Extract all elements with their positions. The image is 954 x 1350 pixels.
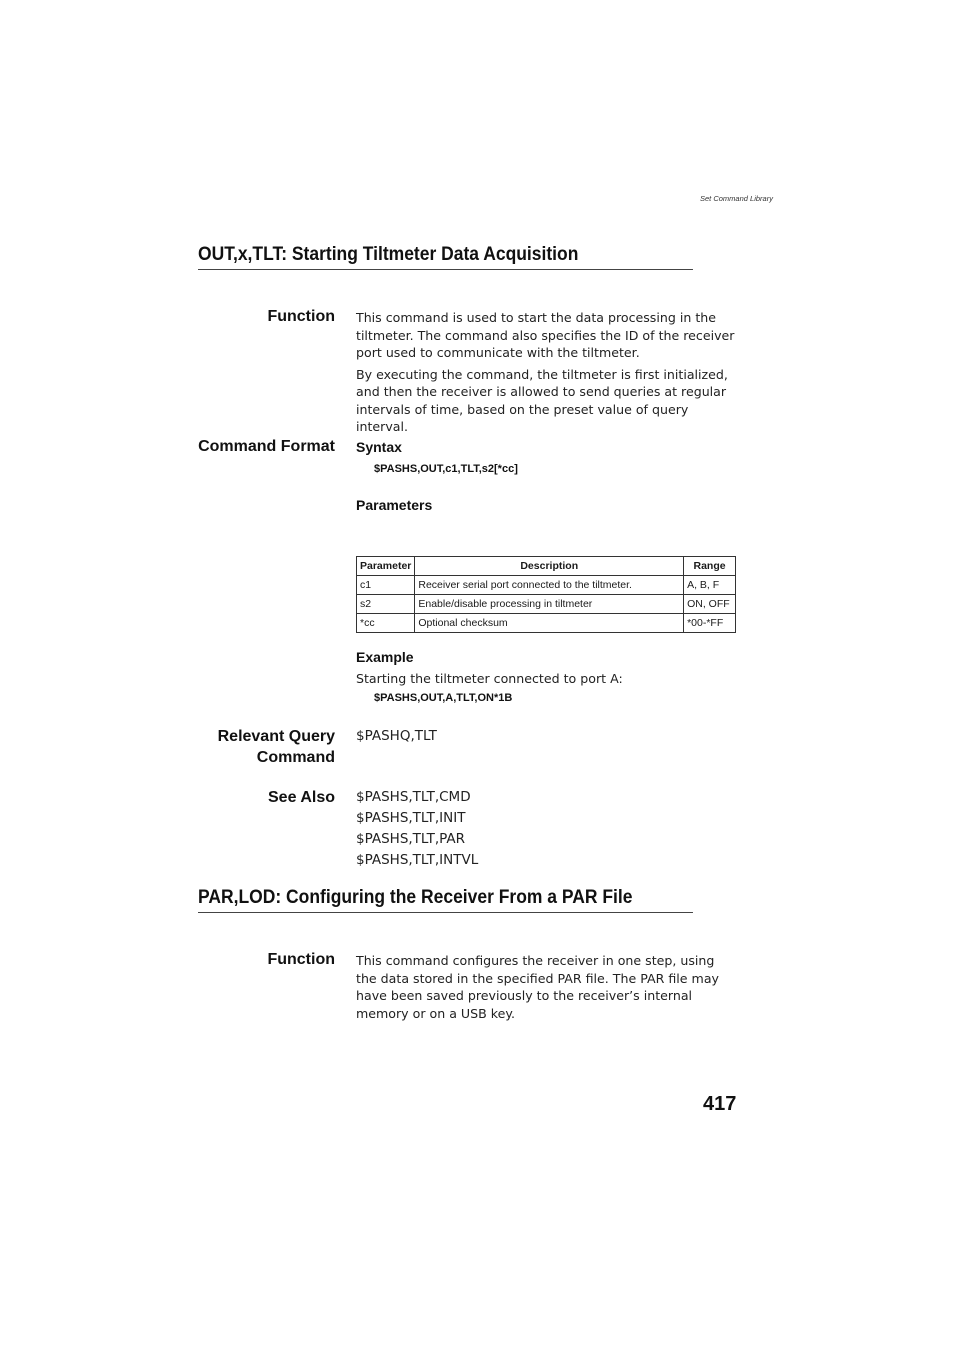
function-paragraph-1: This command is used to start the data processing in the tiltmeter. The command also specifies the ID of the receiver port used to communicate with the tiltmeter. <box>356 310 735 360</box>
table-row <box>357 576 736 595</box>
relevant-query-label-line2: Command <box>256 749 335 766</box>
example-heading: Example <box>356 649 414 665</box>
page-number: 417 <box>703 1093 737 1115</box>
see-also-list <box>356 787 738 871</box>
table-cell: c1 <box>357 576 415 595</box>
relevant-query-label-line1: Relevant Query <box>217 728 335 745</box>
running-header: Set Command Library <box>700 194 773 203</box>
function-description <box>356 309 738 440</box>
syntax-code: $PASHS,OUT,c1,TLT,s2[*cc] <box>374 463 518 475</box>
see-also-item: $PASHS,TLT,INTVL <box>356 852 479 868</box>
see-also-item: $PASHS,TLT,PAR <box>356 831 466 847</box>
table-header-range: Range <box>684 557 736 576</box>
relevant-query-label <box>198 726 335 768</box>
see-also-item: $PASHS,TLT,CMD <box>356 789 471 805</box>
relevant-query-value: $PASHQ,TLT <box>356 728 437 744</box>
table-cell: *cc <box>357 614 415 633</box>
table-header-description: Description <box>415 557 684 576</box>
table-cell: s2 <box>357 595 415 614</box>
table-cell: Receiver serial port connected to the tiltmeter. <box>415 576 684 595</box>
see-also-item: $PASHS,TLT,INIT <box>356 810 466 826</box>
function-paragraph-2: By executing the command, the tiltmeter is first initialized, and then the receiver is allowed to send queries at regular intervals of time, based on the preset value of query interval. <box>356 366 728 434</box>
table-cell: ON, OFF <box>684 595 736 614</box>
function-paragraph: This command configures the receiver in one step, using the data stored in the specified PAR file. The PAR file may have been saved previously to the receiver’s internal memory or on a USB key. <box>356 953 719 1021</box>
function-description-2 <box>356 952 738 1026</box>
command-format-label: Command Format <box>198 438 335 455</box>
table-row <box>357 614 736 633</box>
example-text: Starting the tiltmeter connected to port A: <box>356 671 623 686</box>
table-header-parameter: Parameter <box>357 557 415 576</box>
table-cell: Optional checksum <box>415 614 684 633</box>
parameters-table <box>356 556 736 633</box>
syntax-heading: Syntax <box>356 439 402 455</box>
function-label-2: Function <box>267 951 335 968</box>
see-also-label: See Also <box>268 789 335 806</box>
function-label: Function <box>267 308 335 325</box>
table-header-row <box>357 557 736 576</box>
table-cell: A, B, F <box>684 576 736 595</box>
table-cell: *00-*FF <box>684 614 736 633</box>
example-code: $PASHS,OUT,A,TLT,ON*1B <box>374 692 513 704</box>
parameters-heading: Parameters <box>356 497 433 513</box>
table-row <box>357 595 736 614</box>
table-cell: Enable/disable processing in tiltmeter <box>415 595 684 614</box>
section-title-out-tlt: OUT,x,TLT: Starting Tiltmeter Data Acquisition <box>198 244 693 270</box>
section-title-par-lod: PAR,LOD: Configuring the Receiver From a PAR File <box>198 887 693 913</box>
